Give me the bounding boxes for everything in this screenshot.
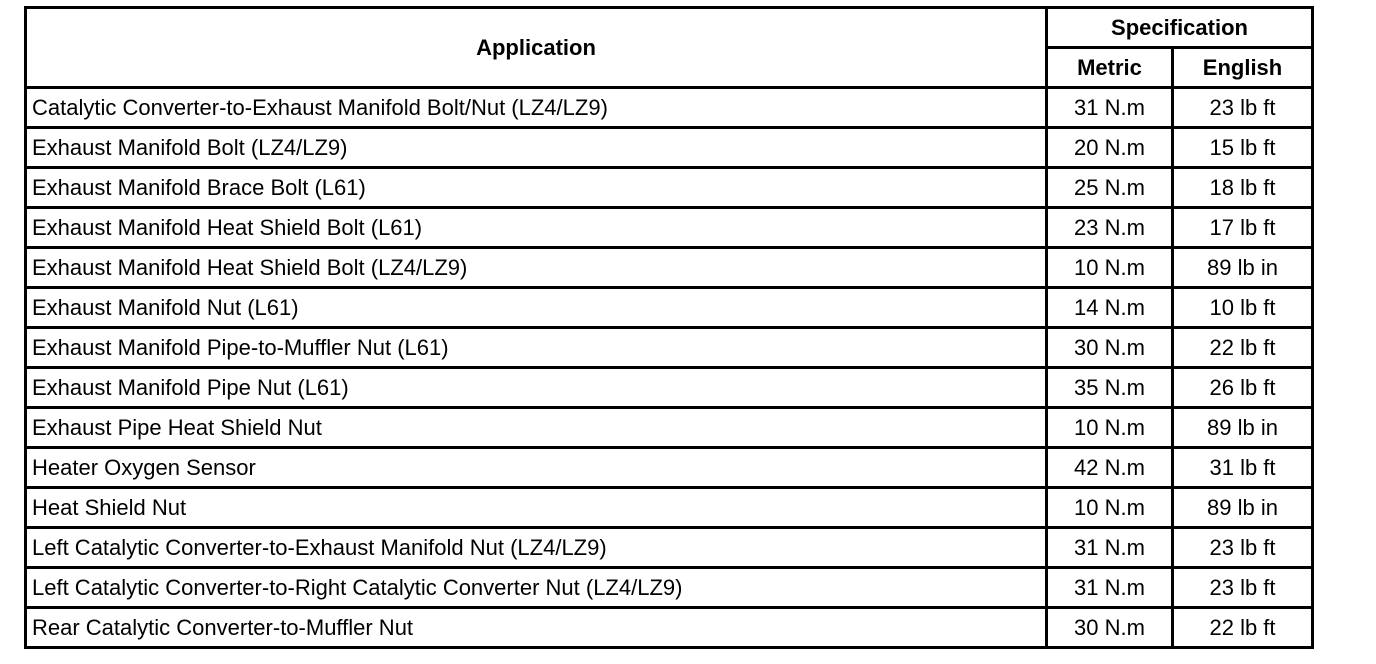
table-row [26, 368, 1313, 408]
table-row [26, 328, 1313, 368]
english-cell: 31 lb ft [1173, 448, 1313, 488]
metric-cell: 31 N.m [1047, 88, 1173, 128]
table-row [26, 408, 1313, 448]
english-header: English [1173, 48, 1313, 88]
fastener-spec-table [24, 6, 1314, 649]
metric-cell: 10 N.m [1047, 488, 1173, 528]
metric-cell: 10 N.m [1047, 248, 1173, 288]
application-cell: Exhaust Manifold Pipe Nut (L61) [26, 368, 1047, 408]
metric-cell: 10 N.m [1047, 408, 1173, 448]
table-row [26, 88, 1313, 128]
application-cell: Exhaust Manifold Brace Bolt (L61) [26, 168, 1047, 208]
table-row [26, 568, 1313, 608]
application-cell: Heater Oxygen Sensor [26, 448, 1047, 488]
specification-header: Specification [1047, 8, 1313, 48]
table-header [26, 8, 1313, 88]
metric-cell: 31 N.m [1047, 568, 1173, 608]
metric-cell: 25 N.m [1047, 168, 1173, 208]
application-cell: Exhaust Manifold Heat Shield Bolt (L61) [26, 208, 1047, 248]
application-cell: Left Catalytic Converter-to-Right Catalytic Converter Nut (LZ4/LZ9) [26, 568, 1047, 608]
metric-cell: 30 N.m [1047, 608, 1173, 648]
application-cell: Exhaust Pipe Heat Shield Nut [26, 408, 1047, 448]
english-cell: 18 lb ft [1173, 168, 1313, 208]
english-cell: 89 lb in [1173, 488, 1313, 528]
english-cell: 15 lb ft [1173, 128, 1313, 168]
english-cell: 23 lb ft [1173, 568, 1313, 608]
table-row [26, 448, 1313, 488]
application-cell: Exhaust Manifold Pipe-to-Muffler Nut (L61) [26, 328, 1047, 368]
english-cell: 22 lb ft [1173, 328, 1313, 368]
table-row [26, 128, 1313, 168]
english-cell: 26 lb ft [1173, 368, 1313, 408]
table-row [26, 288, 1313, 328]
application-cell: Exhaust Manifold Nut (L61) [26, 288, 1047, 328]
table-row [26, 248, 1313, 288]
metric-cell: 31 N.m [1047, 528, 1173, 568]
application-header: Application [26, 8, 1047, 88]
table-row [26, 208, 1313, 248]
table-body [26, 88, 1313, 648]
header-row-top [26, 8, 1313, 48]
application-cell: Catalytic Converter-to-Exhaust Manifold Bolt/Nut (LZ4/LZ9) [26, 88, 1047, 128]
application-cell: Rear Catalytic Converter-to-Muffler Nut [26, 608, 1047, 648]
table-row [26, 168, 1313, 208]
metric-cell: 42 N.m [1047, 448, 1173, 488]
metric-cell: 23 N.m [1047, 208, 1173, 248]
english-cell: 17 lb ft [1173, 208, 1313, 248]
english-cell: 89 lb in [1173, 408, 1313, 448]
table-row [26, 528, 1313, 568]
metric-header: Metric [1047, 48, 1173, 88]
application-cell: Exhaust Manifold Bolt (LZ4/LZ9) [26, 128, 1047, 168]
english-cell: 10 lb ft [1173, 288, 1313, 328]
table-row [26, 608, 1313, 648]
metric-cell: 30 N.m [1047, 328, 1173, 368]
english-cell: 23 lb ft [1173, 528, 1313, 568]
application-cell: Exhaust Manifold Heat Shield Bolt (LZ4/LZ9) [26, 248, 1047, 288]
english-cell: 22 lb ft [1173, 608, 1313, 648]
metric-cell: 35 N.m [1047, 368, 1173, 408]
application-cell: Heat Shield Nut [26, 488, 1047, 528]
english-cell: 89 lb in [1173, 248, 1313, 288]
english-cell: 23 lb ft [1173, 88, 1313, 128]
metric-cell: 20 N.m [1047, 128, 1173, 168]
table-row [26, 488, 1313, 528]
metric-cell: 14 N.m [1047, 288, 1173, 328]
application-cell: Left Catalytic Converter-to-Exhaust Manifold Nut (LZ4/LZ9) [26, 528, 1047, 568]
